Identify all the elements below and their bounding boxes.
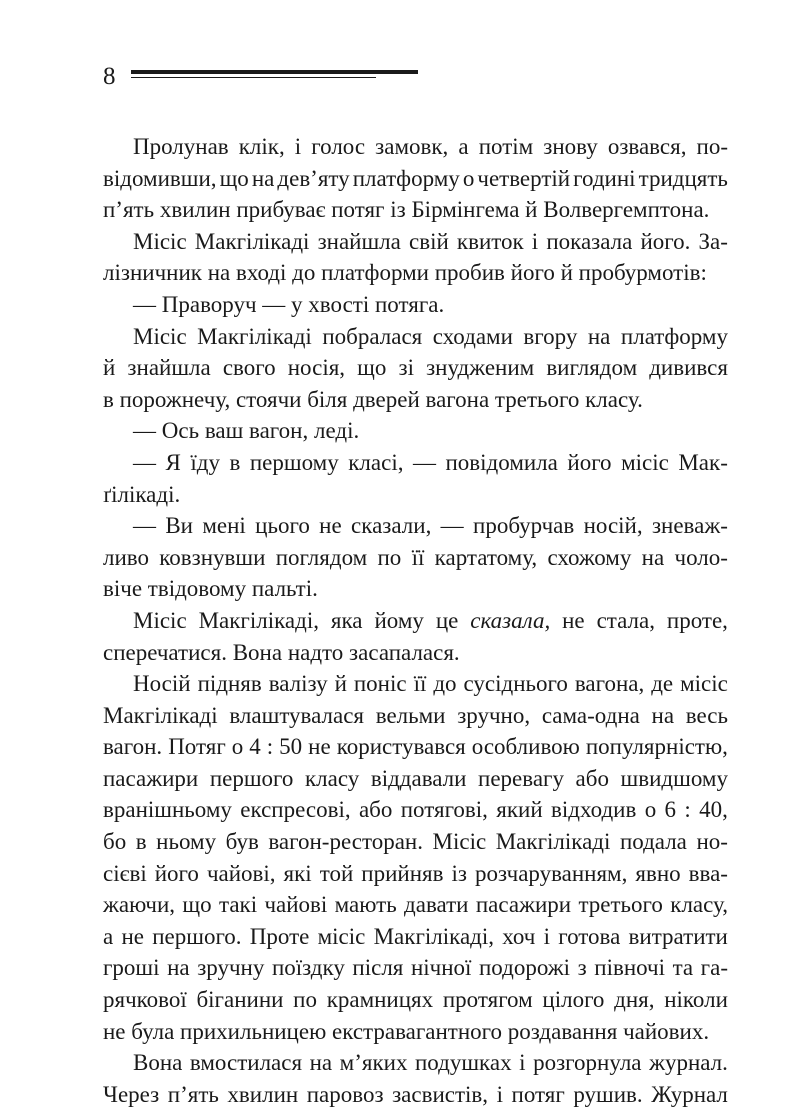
text-line: Макгілікаді влаштувалася вельми зручно, сама-одна на весь: [103, 702, 728, 728]
text-line: сперечатися. Вона надто засапалася.: [103, 639, 460, 665]
text-line: віче твідовому пальті.: [103, 576, 318, 602]
text-line: рячкової біганини по крамницях протягом цілого дня, ніколи: [103, 987, 728, 1013]
text-line: ґілікаді.: [103, 481, 181, 507]
text-line: жаючи, що такі чайові мають давати пасажири третього класу,: [103, 892, 728, 918]
text-line: — Ви мені цього не сказали, — пробурчав носій, зневаж-: [133, 513, 728, 539]
header-rule-thin: [131, 77, 376, 78]
text-line: — Ось ваш вагон, леді.: [133, 418, 360, 444]
text-line: лізничник на вході до платформи пробив його й пробурмотів:: [103, 260, 707, 286]
page-header: [103, 62, 423, 92]
text-line: Місіс Макгілікаді, яка йому це сказала, не стала, проте,: [133, 607, 728, 633]
text-line: пасажири першого класу віддавали перевагу або швидшому: [103, 765, 728, 791]
body-text: [103, 131, 728, 1110]
text-line: в порожнечу, стоячи біля дверей вагона третього класу.: [103, 386, 643, 412]
text-line: вагон. Потяг о 4 : 50 не користувався особливою популярністю,: [103, 734, 728, 760]
text-line: гроші на зручну поїздку після нічної подорожі з півночі та га-: [103, 955, 728, 981]
text-line: вранішньому експресові, або потягові, який відходив о 6 : 40,: [103, 797, 728, 823]
header-rule-thick: [131, 70, 418, 74]
text-line: — Я їду в першому класі, — повідомила його місіс Мак-: [133, 449, 728, 475]
text-line: Носій підняв валізу й поніс її до сусіднього вагона, де місіс: [133, 671, 728, 697]
text-line: бо в ньому був вагон-ресторан. Місіс Макгілікаді подала но-: [103, 829, 728, 855]
text-line: Через п’ять хвилин паровоз засвистів, і потяг рушив. Журнал: [103, 1081, 728, 1107]
text-line: — Праворуч — у хвості потяга.: [133, 291, 445, 317]
text-line: відомивши, що на дев’яту платформу о четвертій годині тридцять: [103, 165, 728, 191]
text-line: п’ять хвилин прибуває потяг із Бірмінгема й Волвергемптона.: [103, 197, 710, 223]
text-line: а не першого. Проте місіс Макгілікаді, хоч і готова витратити: [103, 923, 728, 949]
text-line: ливо ковзнувши поглядом по її картатому, схожому на чоло-: [103, 544, 728, 570]
text-line: Вона вмостилася на м’яких подушках і розгорнула журнал.: [133, 1050, 728, 1076]
text-line: сієві його чайові, які той прийняв із розчаруванням, явно вва-: [103, 860, 728, 886]
text-line: й знайшла свого носія, що зі знудженим виглядом дивився: [103, 355, 728, 381]
text-line: Місіс Макгілікаді знайшла свій квиток і показала його. За-: [133, 228, 728, 254]
text-line: не була прихильницею екстравагантного роздавання чайових.: [103, 1018, 710, 1044]
text-line: Пролунав клік, і голос замовк, а потім знову озвався, по-: [133, 134, 728, 159]
page-number: 8: [103, 63, 116, 90]
text-line: Місіс Макгілікаді побралася сходами вгору на платформу: [133, 323, 728, 349]
